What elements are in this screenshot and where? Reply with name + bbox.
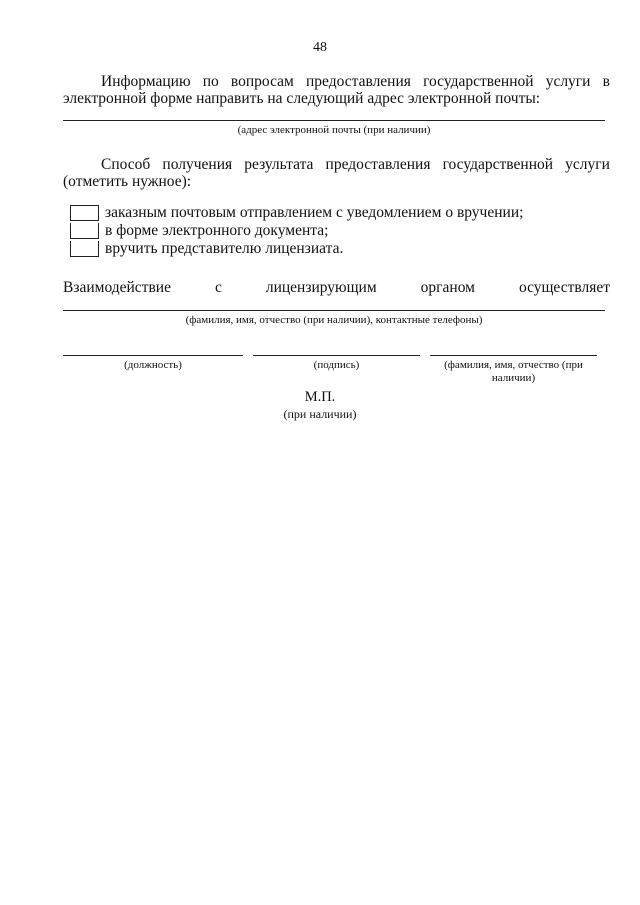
checkbox-registered-mail[interactable] <box>70 205 99 221</box>
word: по <box>202 73 219 90</box>
word: с <box>214 279 222 296</box>
word: государственной <box>442 156 554 173</box>
email-paragraph-line1 <box>63 73 610 90</box>
word: органом <box>420 279 475 296</box>
word: в <box>602 73 610 90</box>
email-paragraph-line2: электронной форме направить на следующий адрес электронной почты: <box>63 90 541 107</box>
option-hand-to-representative <box>70 240 523 258</box>
result-method-options <box>70 204 523 258</box>
email-paragraph <box>63 73 610 107</box>
word: результата <box>244 156 314 173</box>
contact-person-caption: (фамилия, имя, отчество (при наличии), контактные телефоны) <box>185 314 483 326</box>
word: получения <box>162 156 233 173</box>
stamp-note: (при наличии) <box>283 407 357 421</box>
word: осуществляет <box>518 279 610 296</box>
word: вопросам <box>230 73 294 90</box>
option-label: в форме электронного документа; <box>105 222 329 239</box>
email-address-line[interactable] <box>63 120 605 121</box>
full-name-caption-line1: (фамилия, имя, отчество (при <box>444 359 583 371</box>
word: предоставления <box>305 73 411 90</box>
option-electronic-document <box>70 222 523 240</box>
option-label: вручить представителю лицензиата. <box>105 240 344 257</box>
signature-line[interactable] <box>253 355 420 356</box>
full-name-caption <box>430 359 597 385</box>
option-label: заказным почтовым отправлением с уведомлением о вручении; <box>105 204 524 221</box>
checkbox-electronic-document[interactable] <box>70 223 99 239</box>
email-address-caption: (адрес электронной почты (при наличии) <box>237 124 431 136</box>
result-method-line1 <box>63 156 610 173</box>
result-method-paragraph <box>63 156 610 190</box>
contact-person-line[interactable] <box>63 310 605 311</box>
full-name-line[interactable] <box>430 355 597 356</box>
word: Взаимодействие <box>63 279 171 296</box>
word: лицензирующим <box>265 279 377 296</box>
checkbox-hand-to-representative[interactable] <box>70 241 99 257</box>
word: государственной <box>423 73 534 90</box>
word: предоставления <box>325 156 431 173</box>
word: услуги <box>565 156 610 173</box>
word: Информацию <box>101 73 191 90</box>
position-caption: (должность) <box>124 359 182 371</box>
position-line[interactable] <box>63 355 243 356</box>
option-registered-mail <box>70 204 523 222</box>
result-method-line2: (отметить нужное): <box>63 173 192 190</box>
interaction-paragraph <box>63 279 610 296</box>
full-name-caption-line2: наличии) <box>491 372 536 384</box>
word: услуги <box>545 73 591 90</box>
signature-caption: (подпись) <box>313 359 360 371</box>
interaction-line <box>63 279 610 296</box>
page-number: 48 <box>313 40 327 55</box>
stamp-label: М.П. <box>304 389 336 405</box>
word: Способ <box>101 156 151 173</box>
